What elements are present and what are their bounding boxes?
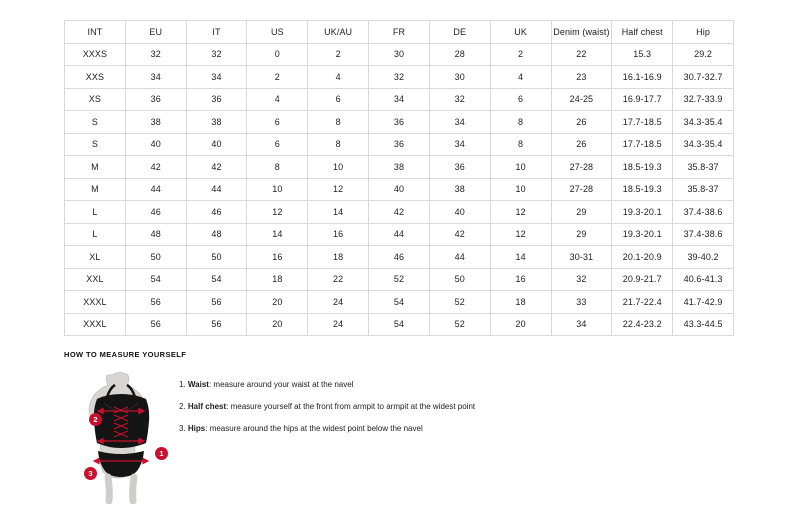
cell-eu: 46 [125, 201, 186, 224]
cell-uk: 14 [490, 246, 551, 269]
table-row [65, 223, 734, 246]
cell-uk: 2 [490, 43, 551, 66]
column-header-eu: EU [125, 21, 186, 44]
cell-ukau: 18 [308, 246, 369, 269]
cell-hip: 34.3-35.4 [673, 111, 734, 134]
cell-half-chest: 19.3-20.1 [612, 223, 673, 246]
cell-de: 42 [429, 223, 490, 246]
callout-badge-1: 1 [155, 447, 168, 460]
note-text-hips: : measure around the hips at the widest point below the navel [205, 424, 423, 433]
cell-it: 50 [186, 246, 247, 269]
cell-fr: 32 [369, 66, 430, 89]
cell-ukau: 2 [308, 43, 369, 66]
cell-uk: 12 [490, 201, 551, 224]
cell-hip: 40.6-41.3 [673, 268, 734, 291]
column-header-ukau: UK/AU [308, 21, 369, 44]
cell-denim-waist: 26 [551, 111, 612, 134]
cell-int: S [65, 133, 126, 156]
column-header-it: IT [186, 21, 247, 44]
cell-fr: 36 [369, 133, 430, 156]
cell-ukau: 22 [308, 268, 369, 291]
table-row [65, 156, 734, 179]
cell-eu: 36 [125, 88, 186, 111]
cell-hip: 37.4-38.6 [673, 201, 734, 224]
cell-eu: 48 [125, 223, 186, 246]
cell-half-chest: 16.9-17.7 [612, 88, 673, 111]
cell-ukau: 8 [308, 111, 369, 134]
cell-eu: 32 [125, 43, 186, 66]
column-header-uk: UK [490, 21, 551, 44]
cell-de: 34 [429, 133, 490, 156]
cell-us: 10 [247, 178, 308, 201]
callout-badge-2: 2 [89, 413, 102, 426]
table-body [65, 43, 734, 336]
cell-ukau: 24 [308, 313, 369, 336]
cell-eu: 54 [125, 268, 186, 291]
cell-fr: 34 [369, 88, 430, 111]
cell-ukau: 16 [308, 223, 369, 246]
cell-fr: 54 [369, 313, 430, 336]
cell-eu: 56 [125, 291, 186, 314]
table-row [65, 246, 734, 269]
cell-denim-waist: 27-28 [551, 156, 612, 179]
cell-hip: 35.8-37 [673, 178, 734, 201]
cell-ukau: 8 [308, 133, 369, 156]
how-to-measure-section [64, 350, 744, 499]
cell-it: 46 [186, 201, 247, 224]
cell-hip: 37.4-38.6 [673, 223, 734, 246]
cell-it: 38 [186, 111, 247, 134]
cell-de: 52 [429, 313, 490, 336]
note-term-half-chest: Half chest [187, 402, 227, 411]
cell-uk: 20 [490, 313, 551, 336]
cell-half-chest: 18.5-19.3 [612, 178, 673, 201]
cell-half-chest: 20.9-21.7 [612, 268, 673, 291]
cell-int: XXL [65, 268, 126, 291]
cell-it: 56 [186, 313, 247, 336]
cell-hip: 43.3-44.5 [673, 313, 734, 336]
cell-eu: 38 [125, 111, 186, 134]
cell-uk: 4 [490, 66, 551, 89]
cell-fr: 38 [369, 156, 430, 179]
cell-uk: 16 [490, 268, 551, 291]
cell-denim-waist: 23 [551, 66, 612, 89]
cell-us: 2 [247, 66, 308, 89]
cell-it: 56 [186, 291, 247, 314]
table-header-row [65, 21, 734, 44]
cell-denim-waist: 34 [551, 313, 612, 336]
cell-de: 30 [429, 66, 490, 89]
cell-ukau: 24 [308, 291, 369, 314]
cell-de: 36 [429, 156, 490, 179]
column-header-hip: Hip [673, 21, 734, 44]
table-row [65, 313, 734, 336]
cell-int: XXS [65, 66, 126, 89]
column-header-denim-waist: Denim (waist) [551, 21, 612, 44]
cell-int: S [65, 111, 126, 134]
mannequin-illustration [64, 369, 179, 504]
cell-int: L [65, 201, 126, 224]
cell-de: 28 [429, 43, 490, 66]
cell-de: 32 [429, 88, 490, 111]
measurement-note-waist [179, 379, 475, 390]
cell-denim-waist: 26 [551, 133, 612, 156]
cell-half-chest: 18.5-19.3 [612, 156, 673, 179]
cell-int: M [65, 156, 126, 179]
note-term-waist: Waist [187, 380, 209, 389]
cell-eu: 34 [125, 66, 186, 89]
cell-denim-waist: 22 [551, 43, 612, 66]
cell-us: 6 [247, 111, 308, 134]
cell-us: 4 [247, 88, 308, 111]
cell-fr: 46 [369, 246, 430, 269]
note-text-waist: : measure around your waist at the navel [208, 380, 354, 389]
cell-it: 42 [186, 156, 247, 179]
cell-half-chest: 17.7-18.5 [612, 111, 673, 134]
cell-fr: 40 [369, 178, 430, 201]
cell-int: M [65, 178, 126, 201]
table-header [65, 21, 734, 44]
cell-half-chest: 15.3 [612, 43, 673, 66]
cell-half-chest: 22.4-23.2 [612, 313, 673, 336]
cell-ukau: 12 [308, 178, 369, 201]
cell-denim-waist: 24-25 [551, 88, 612, 111]
size-chart-container [64, 20, 734, 336]
cell-us: 14 [247, 223, 308, 246]
table-row [65, 201, 734, 224]
cell-uk: 12 [490, 223, 551, 246]
cell-de: 52 [429, 291, 490, 314]
measurement-figure [64, 369, 179, 499]
cell-us: 0 [247, 43, 308, 66]
cell-it: 48 [186, 223, 247, 246]
cell-fr: 54 [369, 291, 430, 314]
note-index-1: 1. [179, 380, 186, 389]
cell-denim-waist: 32 [551, 268, 612, 291]
callout-badge-3: 3 [84, 467, 97, 480]
cell-half-chest: 16.1-16.9 [612, 66, 673, 89]
cell-int: XL [65, 246, 126, 269]
cell-uk: 10 [490, 156, 551, 179]
cell-us: 20 [247, 291, 308, 314]
cell-eu: 40 [125, 133, 186, 156]
cell-uk: 6 [490, 88, 551, 111]
cell-half-chest: 19.3-20.1 [612, 201, 673, 224]
cell-int: L [65, 223, 126, 246]
cell-ukau: 4 [308, 66, 369, 89]
cell-us: 18 [247, 268, 308, 291]
cell-uk: 8 [490, 133, 551, 156]
cell-half-chest: 20.1-20.9 [612, 246, 673, 269]
note-index-3: 3. [179, 424, 186, 433]
cell-denim-waist: 33 [551, 291, 612, 314]
note-term-hips: Hips [187, 424, 206, 433]
cell-hip: 41.7-42.9 [673, 291, 734, 314]
cell-eu: 50 [125, 246, 186, 269]
cell-hip: 39-40.2 [673, 246, 734, 269]
cell-hip: 32.7-33.9 [673, 88, 734, 111]
table-row [65, 291, 734, 314]
table-row [65, 88, 734, 111]
cell-denim-waist: 30-31 [551, 246, 612, 269]
cell-de: 40 [429, 201, 490, 224]
how-to-measure-title: HOW TO MEASURE YOURSELF [64, 350, 187, 359]
note-index-2: 2. [179, 402, 186, 411]
cell-fr: 36 [369, 111, 430, 134]
cell-hip: 29.2 [673, 43, 734, 66]
cell-denim-waist: 29 [551, 201, 612, 224]
cell-it: 36 [186, 88, 247, 111]
cell-fr: 44 [369, 223, 430, 246]
cell-int: XXXL [65, 291, 126, 314]
cell-int: XXXL [65, 313, 126, 336]
cell-fr: 52 [369, 268, 430, 291]
cell-us: 6 [247, 133, 308, 156]
measurement-note-half-chest [179, 401, 475, 412]
measurement-note-hips [179, 423, 475, 434]
cell-denim-waist: 29 [551, 223, 612, 246]
cell-eu: 42 [125, 156, 186, 179]
cell-hip: 34.3-35.4 [673, 133, 734, 156]
cell-de: 38 [429, 178, 490, 201]
column-header-de: DE [429, 21, 490, 44]
cell-de: 50 [429, 268, 490, 291]
cell-hip: 35.8-37 [673, 156, 734, 179]
table-row [65, 66, 734, 89]
cell-fr: 42 [369, 201, 430, 224]
cell-fr: 30 [369, 43, 430, 66]
note-text-half-chest: : measure yourself at the front from armpit to armpit at the widest point [226, 402, 476, 411]
measurement-notes [179, 369, 475, 445]
cell-us: 20 [247, 313, 308, 336]
column-header-half-chest: Half chest [612, 21, 673, 44]
column-header-int: INT [65, 21, 126, 44]
column-header-fr: FR [369, 21, 430, 44]
how-to-measure-body [64, 369, 744, 499]
cell-uk: 10 [490, 178, 551, 201]
cell-uk: 18 [490, 291, 551, 314]
cell-half-chest: 17.7-18.5 [612, 133, 673, 156]
cell-de: 44 [429, 246, 490, 269]
cell-it: 34 [186, 66, 247, 89]
cell-de: 34 [429, 111, 490, 134]
table-row [65, 178, 734, 201]
cell-uk: 8 [490, 111, 551, 134]
table-row [65, 268, 734, 291]
cell-it: 54 [186, 268, 247, 291]
column-header-us: US [247, 21, 308, 44]
cell-us: 12 [247, 201, 308, 224]
cell-denim-waist: 27-28 [551, 178, 612, 201]
cell-us: 8 [247, 156, 308, 179]
cell-ukau: 10 [308, 156, 369, 179]
cell-eu: 56 [125, 313, 186, 336]
table-row [65, 133, 734, 156]
cell-ukau: 6 [308, 88, 369, 111]
cell-us: 16 [247, 246, 308, 269]
table-row [65, 111, 734, 134]
cell-int: XS [65, 88, 126, 111]
cell-it: 40 [186, 133, 247, 156]
cell-half-chest: 21.7-22.4 [612, 291, 673, 314]
cell-eu: 44 [125, 178, 186, 201]
cell-ukau: 14 [308, 201, 369, 224]
cell-int: XXXS [65, 43, 126, 66]
cell-it: 44 [186, 178, 247, 201]
cell-it: 32 [186, 43, 247, 66]
size-chart-table [64, 20, 734, 336]
table-row [65, 43, 734, 66]
cell-hip: 30.7-32.7 [673, 66, 734, 89]
